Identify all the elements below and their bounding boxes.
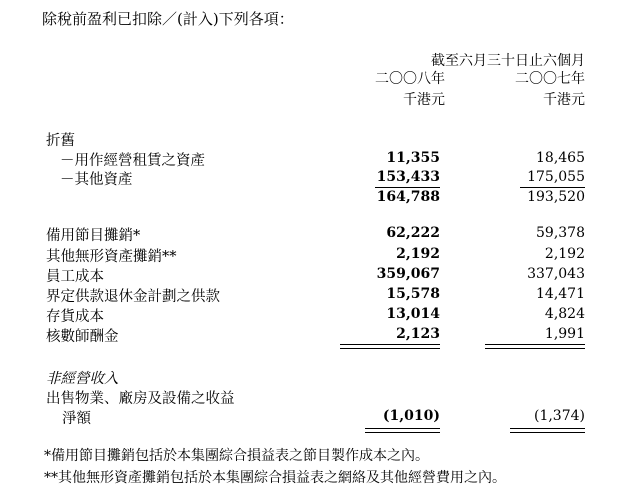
subtotal-rule-2008 — [375, 187, 440, 188]
non-operating-label-cont: 淨額 — [62, 411, 91, 427]
non-operating-value-2008: (1,010) — [382, 408, 440, 424]
col-header-2007: 二〇〇七年 — [515, 71, 585, 87]
non-operating-value-2007: (1,374) — [533, 408, 585, 424]
intro-text: 除稅前盈利已扣除／(計入)下列各項： — [42, 10, 294, 28]
double-rule-2008 — [365, 428, 440, 433]
row-value-2008: 2,123 — [396, 326, 440, 342]
row-value-2007: 337,043 — [527, 266, 585, 282]
row-value-2008: 62,222 — [386, 225, 440, 241]
row-label: －其他資產 — [60, 172, 133, 188]
depreciation-heading: 折舊 — [46, 133, 75, 149]
row-label: 存貨成本 — [46, 309, 104, 325]
row-value-2008: 15,578 — [386, 286, 440, 302]
col-header-2008: 二〇〇八年 — [375, 71, 445, 87]
row-value-2008: 359,067 — [376, 266, 440, 282]
period-header: 截至六月三十日止六個月 — [431, 53, 585, 69]
non-operating-label: 出售物業、廠房及設備之收益 — [46, 391, 235, 407]
double-rule-2007 — [485, 344, 585, 349]
depreciation-total-2007: 193,520 — [527, 189, 585, 205]
depreciation-total-2008: 164,788 — [376, 189, 440, 205]
row-value-2008: 13,014 — [386, 306, 440, 322]
footnote: **其他無形資產攤銷包括於本集團綜合損益表之網絡及其他經營費用之內。 — [44, 470, 506, 486]
row-label: 員工成本 — [46, 269, 104, 285]
row-value-2008: 153,433 — [376, 169, 440, 185]
footnote: *備用節目攤銷包括於本集團綜合損益表之節目製作成本之內。 — [44, 448, 429, 464]
row-value-2008: 11,355 — [386, 150, 440, 166]
row-value-2007: 14,471 — [536, 286, 585, 302]
row-label: 核數師酬金 — [46, 329, 119, 345]
row-value-2007: 18,465 — [536, 150, 585, 166]
unit-header-2008: 千港元 — [403, 92, 445, 108]
row-value-2007: 59,378 — [536, 225, 585, 241]
double-rule-2008 — [340, 344, 440, 349]
row-label: 界定供款退休金計劃之供款 — [46, 289, 220, 305]
row-label: 其他無形資產攤銷** — [46, 249, 177, 265]
row-value-2007: 2,192 — [544, 246, 585, 262]
row-label: －用作經營租賃之資產 — [60, 153, 205, 169]
row-label: 備用節目攤銷* — [46, 228, 141, 244]
row-value-2007: 4,824 — [544, 306, 585, 322]
row-value-2008: 2,192 — [396, 246, 440, 262]
non-operating-heading: 非經營收入 — [46, 371, 119, 387]
unit-header-2007: 千港元 — [543, 92, 585, 108]
row-value-2007: 175,055 — [527, 169, 585, 185]
row-value-2007: 1,991 — [544, 326, 585, 342]
subtotal-rule-2007 — [520, 187, 585, 188]
double-rule-2007 — [510, 428, 585, 433]
